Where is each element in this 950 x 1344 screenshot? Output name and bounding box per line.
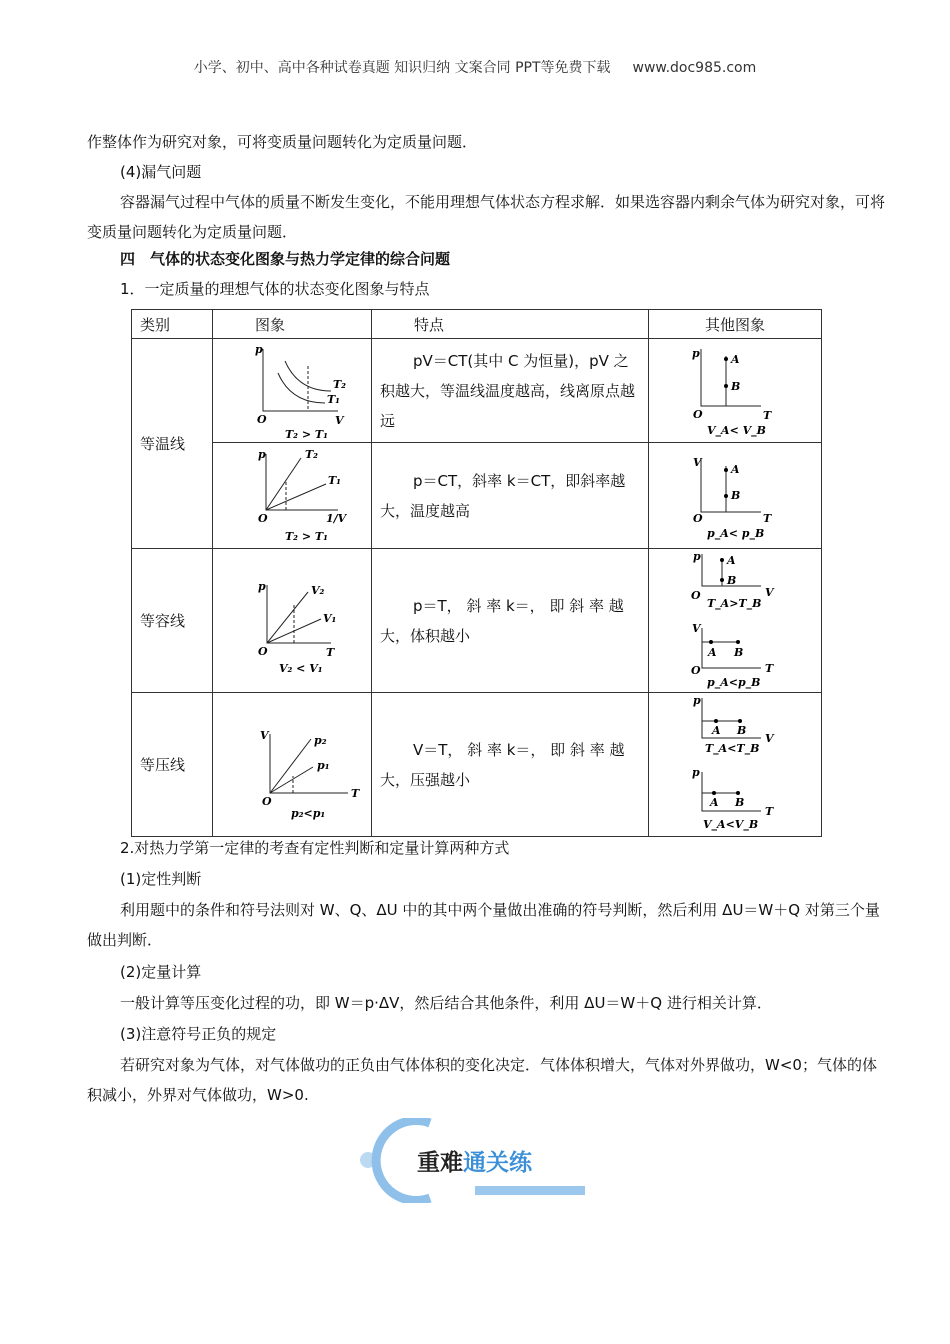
feature-text: p＝T， 斜 率 k＝， 即 斜 率 越大，体积越小: [372, 549, 649, 693]
logo-text-1: 重难: [417, 1150, 463, 1176]
point-label: B: [727, 573, 737, 587]
axis-label: V: [765, 731, 774, 745]
list-item: 1．一定质量的理想气体的状态变化图象与特点: [120, 280, 430, 298]
axis-label: 1/V: [326, 511, 347, 525]
axis-label: V: [765, 585, 774, 599]
category-isothermal: 等温线: [132, 339, 213, 549]
col-header: 图象: [213, 310, 372, 339]
axis-label: T: [765, 661, 774, 675]
isochoric-pt-graph: [213, 561, 371, 681]
feature-text: p＝CT，斜率 k＝CT，即斜率越大，温度越高: [372, 443, 649, 549]
col-header: 其他图象: [649, 310, 822, 339]
header-text: 小学、初中、高中各种试卷真题 知识归纳 文案合同 PPT等免费下载: [193, 60, 611, 76]
point-label: A: [731, 462, 740, 476]
graph-caption: V_A<V_B: [703, 817, 759, 831]
col-header: 特点: [372, 310, 649, 339]
graph-cell: [213, 693, 372, 837]
paragraph: 利用题中的条件和符号法则对 W、Q、ΔU 中的其中两个量做出准确的符号判断，然后利用 ΔU＝W＋Q 对第三个量做出判断．: [87, 901, 880, 949]
logo-text-2: 通关练: [463, 1150, 532, 1176]
subheading: (1)定性判断: [120, 870, 202, 888]
graph-caption: T₂ > T₁: [285, 427, 328, 441]
paragraph: 作整体作为研究对象，可将变质量问题转化为定质量问题．: [87, 133, 478, 151]
axis-label: T: [351, 786, 360, 800]
gas-graph-table: [131, 309, 822, 837]
origin-label: O: [258, 511, 268, 525]
curve-label: T₂: [333, 377, 347, 391]
subheading: (2)定量计算: [120, 963, 202, 981]
graph-caption: T_A>T_B: [707, 596, 762, 610]
category-isobaric: 等压线: [132, 693, 213, 837]
feature-text: pV＝CT(其中 C 为恒量)，pV 之积越大，等温线温度越高，线离原点越远: [372, 339, 649, 443]
axis-label: V: [335, 413, 344, 427]
axis-label: V: [260, 728, 269, 742]
paragraph: 若研究对象为气体，对气体做功的正负由气体体积的变化决定．气体体积增大，气体对外界做功，W<0；气体的体积减小，外界对气体做功，W>0.: [87, 1056, 877, 1104]
other-graph-cell: [649, 549, 822, 693]
other-graphs: [649, 694, 821, 836]
other-graph: [649, 446, 821, 546]
point-label: A: [710, 795, 719, 809]
subheading: (4)漏气问题: [120, 163, 202, 181]
curve-label: p₁: [317, 758, 330, 772]
paragraph: 容器漏气过程中气体的质量不断发生变化，不能用理想气体状态方程求解．如果选容器内剩余气体为研究对象，可将变质量问题转化为定质量问题．: [87, 193, 886, 241]
origin-label: O: [691, 663, 701, 677]
point-label: A: [712, 723, 721, 737]
point-label: A: [727, 553, 736, 567]
list-item: 2.对热力学第一定律的考查有定性判断和定量计算两种方式: [120, 839, 510, 857]
curve-label: T₁: [328, 473, 342, 487]
paragraph: 一般计算等压变化过程的功，即 W＝p·ΔV，然后结合其他条件，利用 ΔU＝W＋Q 进行相关计算．: [120, 994, 772, 1012]
point-label: B: [735, 795, 745, 809]
axis-label: p: [255, 342, 263, 356]
point-label: B: [731, 488, 741, 502]
origin-label: O: [693, 511, 703, 525]
curve-label: V₂: [311, 583, 325, 597]
curve-label: T₁: [327, 392, 341, 406]
graph-caption: p_A<p_B: [707, 675, 761, 689]
axis-label: T: [765, 804, 774, 818]
axis-label: T: [763, 511, 772, 525]
isotherm-p-1v-graph: [213, 446, 371, 546]
practice-section-logo: [355, 1118, 590, 1203]
graph-caption: T₂ > T₁: [285, 529, 328, 543]
graph-caption: p_A< p_B: [707, 526, 765, 540]
origin-label: O: [262, 794, 272, 808]
axis-label: p: [692, 765, 700, 779]
graph-caption: V₂ < V₁: [279, 661, 323, 675]
origin-label: O: [691, 588, 701, 602]
curve-label: V₁: [323, 611, 337, 625]
col-header: 类别: [132, 310, 213, 339]
origin-label: O: [257, 412, 267, 426]
axis-label: T: [763, 408, 772, 422]
other-graph: [649, 341, 821, 441]
axis-label: p: [258, 447, 266, 461]
axis-label: p: [258, 579, 266, 593]
other-graphs: [649, 550, 821, 692]
graph-caption: T_A<T_B: [705, 741, 760, 755]
feature-text: V＝T， 斜 率 k＝， 即 斜 率 越大，压强越小: [372, 693, 649, 837]
graph-caption: V_A< V_B: [707, 423, 766, 437]
axis-label: V: [692, 621, 701, 635]
category-isochoric: 等容线: [132, 549, 213, 693]
other-graph-cell: [649, 443, 822, 549]
other-graph-cell: [649, 339, 822, 443]
curve-label: T₂: [305, 447, 319, 461]
origin-label: O: [258, 644, 268, 658]
point-label: A: [708, 645, 717, 659]
axis-label: p: [693, 549, 701, 563]
section-heading: 四 气体的状态变化图象与热力学定律的综合问题: [120, 250, 451, 268]
graph-caption: p₂<p₁: [291, 806, 326, 820]
header-url[interactable]: www.doc985.com: [632, 60, 757, 76]
origin-label: O: [693, 407, 703, 421]
graph-cell: [213, 339, 372, 443]
point-label: B: [731, 379, 741, 393]
point-label: A: [731, 352, 740, 366]
other-graph-cell: [649, 693, 822, 837]
axis-label: V: [693, 455, 702, 469]
isobaric-vt-graph: [213, 709, 371, 821]
isotherm-pv-graph: [213, 341, 371, 441]
axis-label: p: [693, 693, 701, 707]
subheading: (3)注意符号正负的规定: [120, 1025, 277, 1043]
axis-label: p: [692, 346, 700, 360]
graph-cell: [213, 549, 372, 693]
axis-label: T: [326, 645, 335, 659]
curve-label: p₂: [314, 733, 327, 747]
point-label: B: [734, 645, 744, 659]
page-header: [0, 57, 950, 77]
point-label: B: [737, 723, 747, 737]
graph-cell: [213, 443, 372, 549]
